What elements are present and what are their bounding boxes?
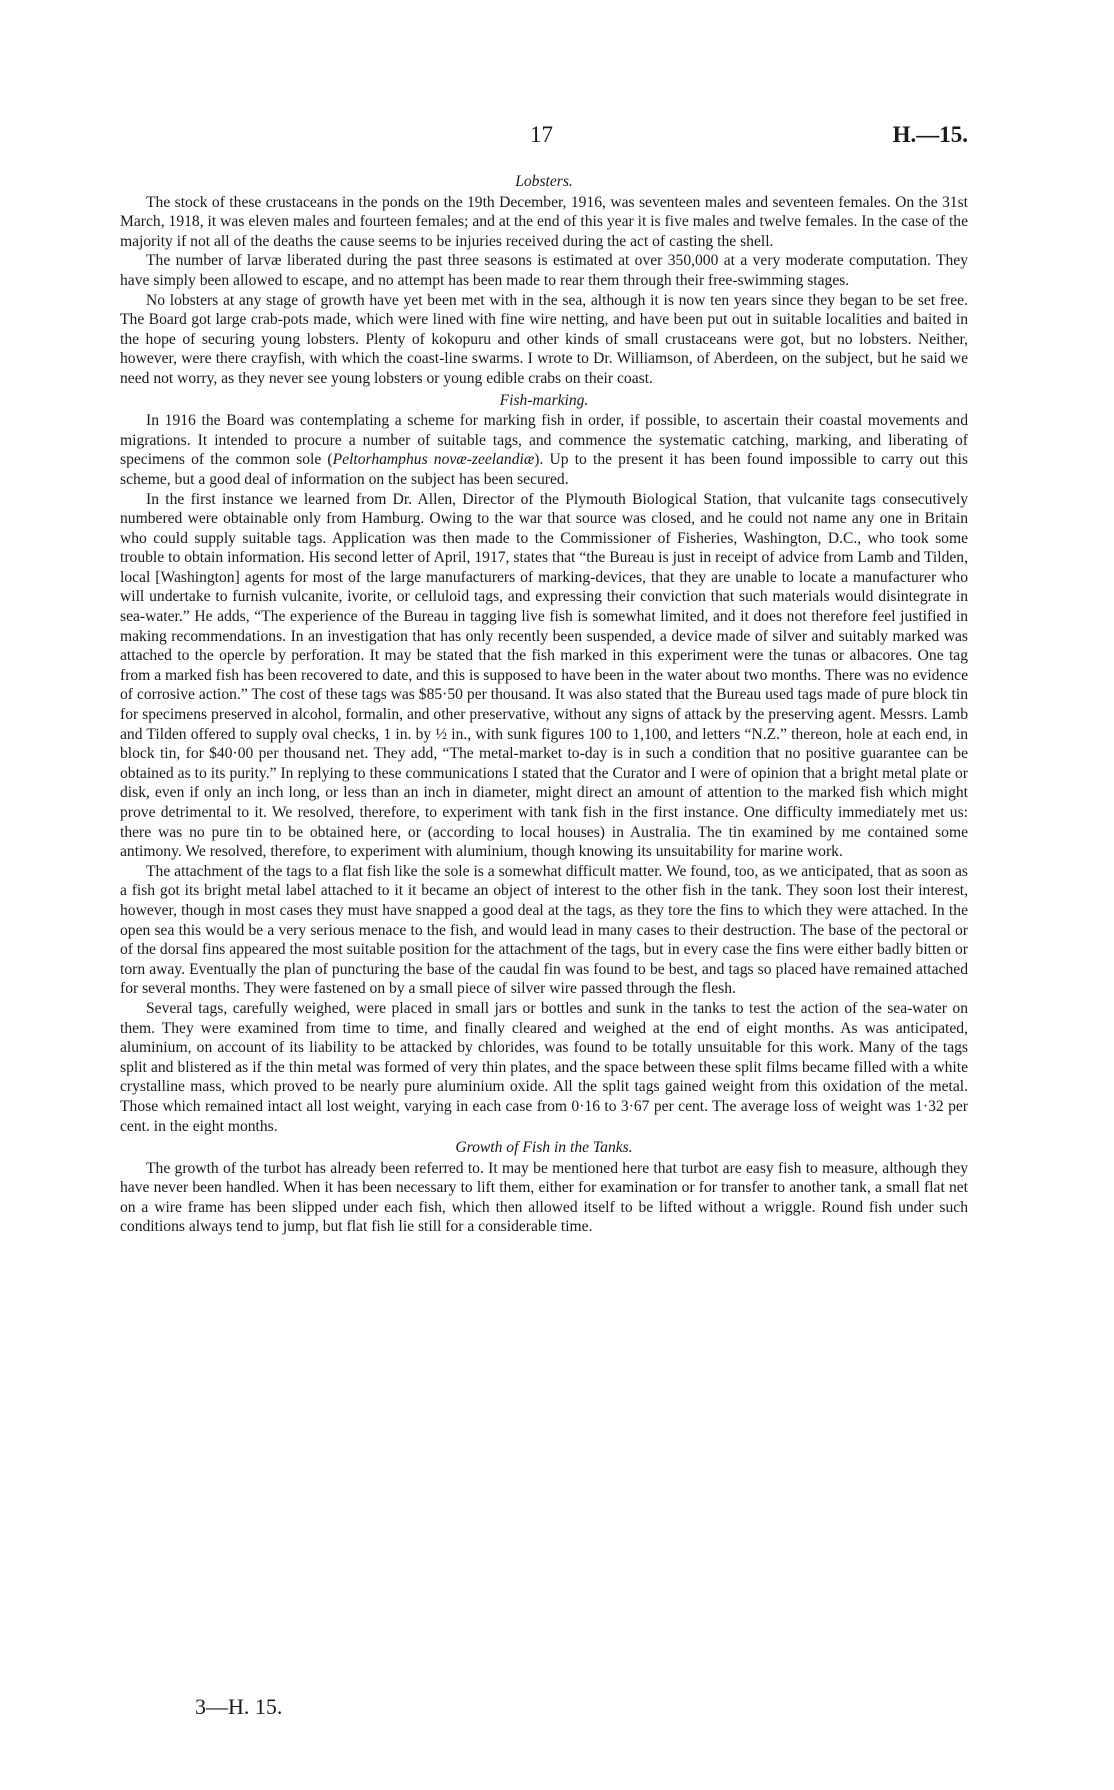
page-body xyxy=(120,170,968,1237)
page-number: 17 xyxy=(530,122,553,147)
paragraph: The number of larvæ liberated during the past three seasons is estimated at over 350,000 at a very moderate computation. They have simply been allowed to escape, and no attempt has been made to rear them through their free-swimming stages. xyxy=(120,252,968,289)
paragraph: Several tags, carefully weighed, were placed in small jars or bottles and sunk in the tanks to test the action of the sea-water on them. They were examined from time to time, and finally cleared and weighed at the end of eight months. As was anticipated, aluminium, on account of its liability to be attacked by chlorides, was found to be totally unsuitable for this work. Many of the tags split and blistered as if the thin metal was formed of very thin plates, and the space between these split films became filled with a white crystalline mass, which proved to be nearly pure aluminium oxide. All the split tags gained weight from this oxidation of the metal. Those which remained intact all lost weight, varying in each case from 0·16 to 3·67 per cent. The average loss of weight was 1·32 per cent. in the eight months. xyxy=(120,999,968,1135)
paragraph: No lobsters at any stage of growth have yet been met with in the sea, although it is now ten years since they began to be set free. The Board got large crab-pots made, which were lined with fine wire netting, and have been put out in suitable localities and baited in the hope of securing young lobsters. Plenty of kokopuru and other kinds of small crustaceans were got, but no lobsters. Neither, however, were there crayfish, with which the coast-line swarms. I wrote to Dr. Williamson, of Aberdeen, on the subject, but he said we need not worry, as they never see young lobsters or young edible crabs on their coast. xyxy=(120,291,968,387)
paragraph-text: ). Up to the present it has been found impossible to carry out this scheme, but a good deal of information on the subject has been secured. xyxy=(120,451,968,488)
page-header xyxy=(120,122,968,152)
paragraph: The stock of these crustaceans in the ponds on the 19th December, 1916, was seventeen males and seventeen females. On the 31st March, 1918, it was eleven males and fourteen females; and at the end of this year it is five males and twelve females. In the case of the majority if not all of the deaths the cause seems to be injuries received during the act of casting the shell. xyxy=(120,193,968,250)
paragraph: The growth of the turbot has already been referred to. It may be mentioned here that turbot are easy fish to measure, although they have never been handled. When it has been necessary to lift them, either for examination or for transfer to another tank, a small flat net on a wire frame has been slipped under each fish, which then allowed itself to be lifted without a wriggle. Round fish under such conditions always tend to jump, but flat fish lie still for a considerable time. xyxy=(120,1159,968,1236)
paragraph: In the first instance we learned from Dr. Allen, Director of the Plymouth Biological Station, that vulcanite tags consecutively numbered were obtainable only from Hamburg. Owing to the war that source was closed, and he could not name any one in Britain who could supply suitable tags. Application was then made to the Commissioner of Fisheries, Washington, D.C., who took some trouble to obtain information. His second letter of April, 1917, states that “the Bureau is just in receipt of advice from Lamb and Tilden, local [Washington] agents for most of the large manufacturers of marking-devices, that they are unable to locate a manufacturer who will undertake to furnish vulcanite, ivorite, or celluloid tags, and expressing their conviction that such materials would disintegrate in sea-water.” He adds, “The experience of the Bureau in tagging live fish is somewhat limited, and it does not therefore feel justified in making recommendations. In an investigation that has only recently been suspended, a device made of silver and suitably marked was attached to the opercle by perforation. It may be stated that the fish marked in this experiment were the tunas or albacores. One tag from a marked fish has been recovered to date, and this is supposed to have been in the water about two months. There was no evidence of corrosive action.” The cost of these tags was $85·50 per thousand. It was also stated that the Bureau used tags made of pure block tin for specimens preserved in alcohol, formalin, and other preservative, without any signs of attack by the preserving agent. Messrs. Lamb and Tilden offered to supply oval checks, 1 in. by ½ in., with sunk figures 100 to 1,100, and letters “N.Z.” thereon, hole at each end, in block tin, for $40·00 per thousand net. They add, “The metal-market to-day is in such a condition that no positive guarantee can be obtained as to its purity.” In replying to these communications I stated that the Curator and I were of opinion that a bright metal plate or disk, even if only an inch long, or less than an inch in diameter, might direct an amount of attention to the marked fish which might prove detrimental to it. We resolved, therefore, to experiment with tank fish in the first instance. One difficulty immediately met us: there was no pure tin to be obtained here, or (according to local houses) in Australia. The tin examined by me contained some antimony. We resolved, therefore, to experiment with aluminium, though knowing its unsuitability for marine work. xyxy=(120,490,969,861)
document-reference: H.—15. xyxy=(892,122,968,147)
section-heading-fish-marking: Fish-marking. xyxy=(499,391,589,409)
species-name: Peltorhamphus novæ-zeelandiæ xyxy=(332,451,535,469)
section-heading-lobsters: Lobsters. xyxy=(515,173,573,190)
paragraph-text: In 1916 the Board was contemplating a scheme for marking fish in order, if possible, to ascertain their coastal movements and migrations. It intended to procure a number of suitable tags, and commence the systematic catching, marking, and liberating of specimens of the common sole ( xyxy=(120,412,968,469)
section-heading-growth: Growth of Fish in the Tanks. xyxy=(455,1139,633,1157)
page-footer-signature: 3—H. 15. xyxy=(195,1694,283,1719)
paragraph xyxy=(120,411,968,489)
paragraph: The attachment of the tags to a flat fish like the sole is a somewhat difficult matter. We found, too, as we anticipated, that as soon as a fish got its bright metal label attached to it it became an object of interest to the other fish in the tank. They soon lost their interest, however, though in most cases they must have snapped a good deal at the tags, as they tore the fins to which they were attached. In the open sea this would be a very serious menace to the fish, and would lead in many cases to their destruction. The base of the pectoral or of the dorsal fins appeared the most suitable position for the attachment of the tags, but in every case the fins were either badly bitten or torn away. Eventually the plan of puncturing the base of the caudal fin was found to be best, and tags so placed have remained attached for several months. They were fastened on by a small piece of silver wire passed through the flesh. xyxy=(120,862,968,998)
